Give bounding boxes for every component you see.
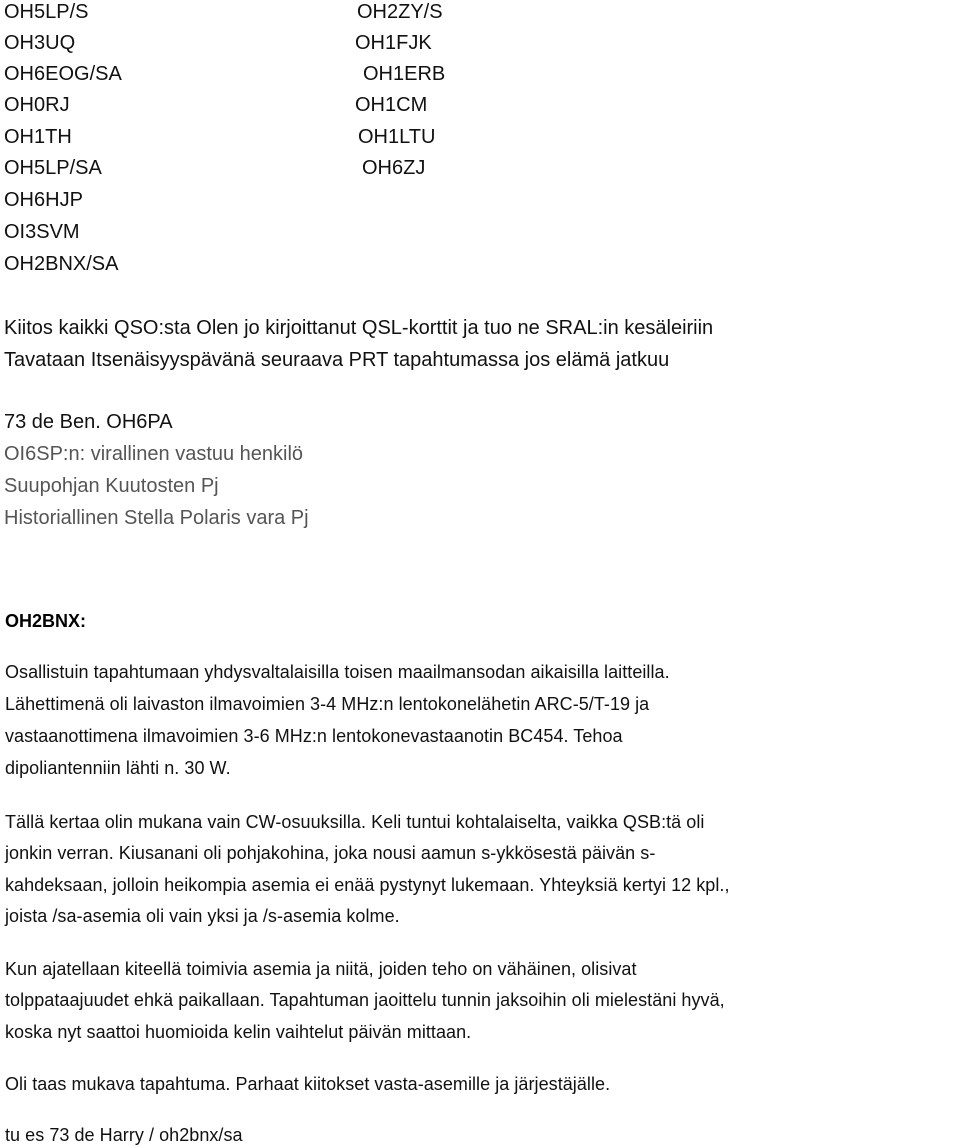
message-line-2: Tavataan Itsenäisyyspävänä seuraava PRT tapahtumassa jos elämä jatkuu xyxy=(4,349,670,371)
callsign-left-7: OH6HJP xyxy=(4,189,83,211)
report-line-5: Tällä kertaa olin mukana vain CW-osuuksilla. Keli tuntui kohtalaiselta, vaikka QSB:tä oli xyxy=(5,812,705,832)
report-line-12: Oli taas mukava tapahtuma. Parhaat kiitokset vasta-asemille ja järjestäjälle. xyxy=(5,1074,611,1094)
callsign-left-4: OH0RJ xyxy=(4,94,70,116)
callsign-left-9: OH2BNX/SA xyxy=(4,253,119,275)
report-line-6: jonkin verran. Kiusanani oli pohjakohina, joka nousi aamun s-ykkösestä päivän s- xyxy=(5,843,656,863)
report-line-8: joista /sa-asemia oli vain yksi ja /s-asemia kolme. xyxy=(5,906,400,926)
report-line-2: Lähettimenä oli laivaston ilmavoimien 3-4 MHz:n lentokonelähetin ARC-5/T-19 ja xyxy=(5,694,650,714)
callsign-left-8: OI3SVM xyxy=(4,221,80,243)
callsign-left-3: OH6EOG/SA xyxy=(4,63,122,85)
report-line-11: koska nyt saattoi huomioida kelin vaihtelut päivän mittaan. xyxy=(5,1022,472,1042)
callsign-right-5: OH1LTU xyxy=(358,126,436,148)
signature-line-1: 73 de Ben. OH6PA xyxy=(4,411,173,433)
report-line-10: tolppataajuudet ehkä paikallaan. Tapahtuman jaoittelu tunnin jaksoihin oli mielestäni hyvä, xyxy=(5,990,725,1010)
callsign-right-4: OH1CM xyxy=(355,94,428,116)
report-line-4: dipoliantenniin lähti n. 30 W. xyxy=(5,758,231,778)
report-line-3: vastaanottimena ilmavoimien 3-6 MHz:n lentokonevastaanotin BC454. Tehoa xyxy=(5,726,623,746)
callsign-right-1: OH2ZY/S xyxy=(357,1,443,23)
message-line-1: Kiitos kaikki QSO:sta Olen jo kirjoittanut QSL-korttit ja tuo ne SRAL:in kesäleiriin xyxy=(4,317,714,339)
callsign-left-1: OH5LP/S xyxy=(4,1,89,23)
report-line-7: kahdeksaan, jolloin heikompia asemia ei enää pystynyt lukemaan. Yhteyksiä kertyi 12 kpl., xyxy=(5,875,730,895)
callsign-left-5: OH1TH xyxy=(4,126,72,148)
report-line-13: tu es 73 de Harry / oh2bnx/sa xyxy=(5,1125,243,1145)
report-heading: OH2BNX: xyxy=(5,611,87,631)
callsign-left-6: OH5LP/SA xyxy=(4,157,102,179)
report-line-1: Osallistuin tapahtumaan yhdysvaltalaisilla toisen maailmansodan aikaisilla laitteilla. xyxy=(5,662,670,682)
signature-line-2: OI6SP:n: virallinen vastuu henkilö xyxy=(4,443,304,465)
signature-line-3: Suupohjan Kuutosten Pj xyxy=(4,475,219,497)
callsign-left-2: OH3UQ xyxy=(4,32,76,54)
callsign-right-6: OH6ZJ xyxy=(362,157,426,179)
callsign-right-3: OH1ERB xyxy=(363,63,446,85)
callsign-right-2: OH1FJK xyxy=(355,32,432,54)
signature-line-4: Historiallinen Stella Polaris vara Pj xyxy=(4,507,309,529)
report-line-9: Kun ajatellaan kiteellä toimivia asemia ja niitä, joiden teho on vähäinen, olisivat xyxy=(5,959,637,979)
